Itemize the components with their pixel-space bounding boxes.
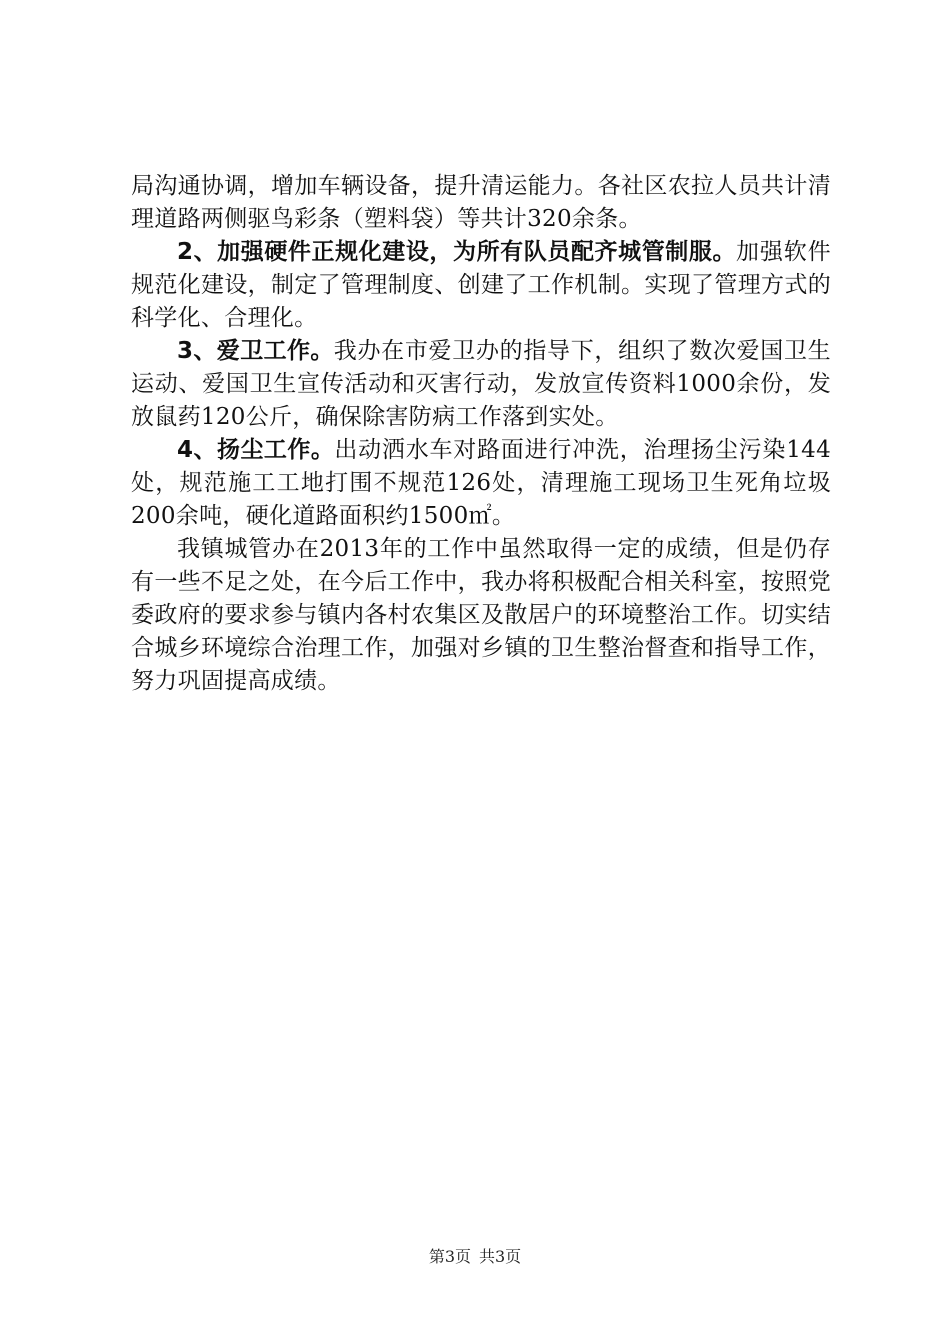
paragraph-4-text: 出动洒水车对路面进行冲洗，治理扬尘污染144处，规范施工工地打围不规范126处，清理施工现场卫生死角垃圾200余吨，硬化道路面积约1500㎡。 [131,437,831,529]
page-total: 共3页 [479,1247,522,1266]
paragraph-5 [131,533,831,698]
document-body [131,170,831,698]
paragraph-2-text: 加强软件规范化建设，制定了管理制度、创建了工作机制。实现了管理方式的科学化、合理化。 [131,239,831,331]
page-number: 第3页 [428,1247,471,1266]
paragraph-3-text: 我办在市爱卫办的指导下，组织了数次爱国卫生运动、爱国卫生宣传活动和灭害行动，发放宣传资料1000余份，发放鼠药120公斤，确保除害防病工作落到实处。 [131,338,831,430]
paragraph-4-heading: 4、扬尘工作。 [177,437,335,463]
page-footer [0,1244,950,1267]
paragraph-4 [131,434,831,533]
paragraph-2-heading: 2、加强硬件正规化建设，为所有队员配齐城管制服。 [177,239,737,265]
paragraph-1-text: 局沟通协调，增加车辆设备，提升清运能力。各社区农拉人员共计清理道路两侧驱鸟彩条（塑料袋）等共计320余条。 [131,173,831,232]
paragraph-2 [131,236,831,335]
paragraph-5-text: 我镇城管办在2013年的工作中虽然取得一定的成绩，但是仍存有一些不足之处，在今后工作中，我办将积极配合相关科室，按照党委政府的要求参与镇内各村农集区及散居户的环境整治工作。切实结合城乡环境综合治理工作，加强对乡镇的卫生整治督查和指导工作，努力巩固提高成绩。 [131,536,831,694]
paragraph-1 [131,170,831,236]
paragraph-3 [131,335,831,434]
paragraph-3-heading: 3、爱卫工作。 [177,338,334,364]
